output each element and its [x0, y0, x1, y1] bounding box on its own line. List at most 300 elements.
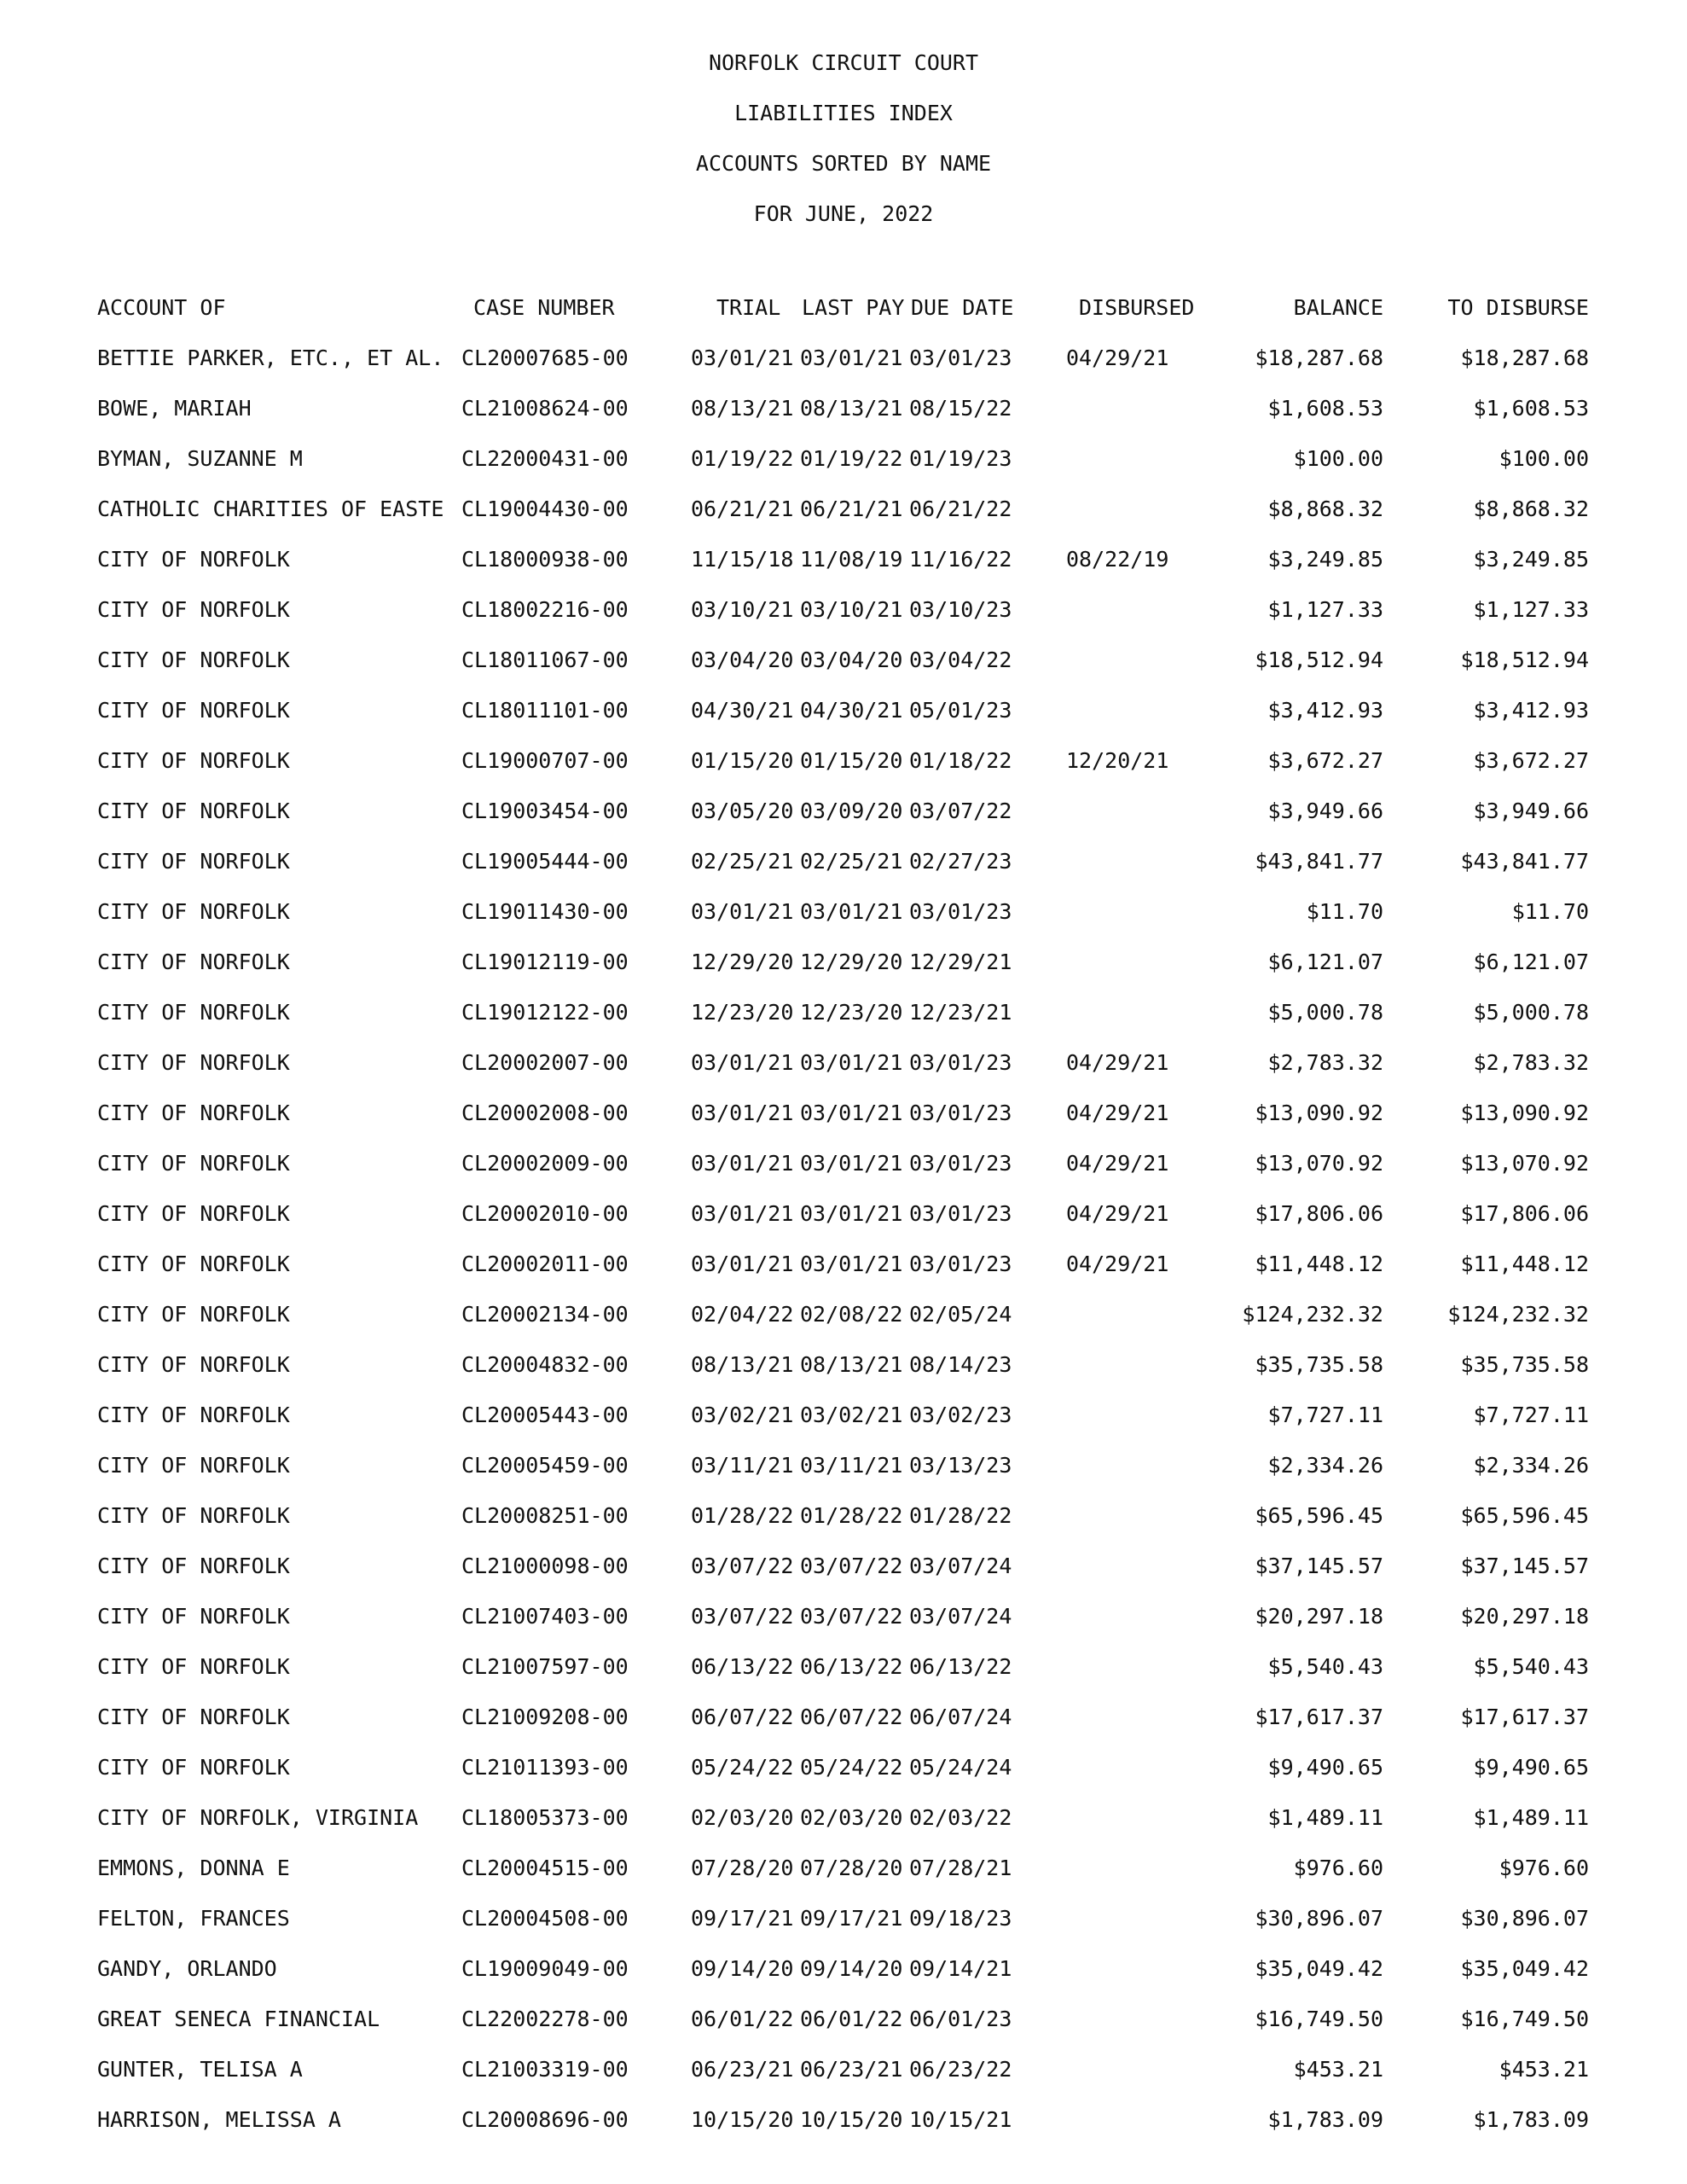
- balance-cell: $1,489.11: [1267, 1805, 1383, 1830]
- case-number-cell: CL20002007-00: [461, 1050, 629, 1075]
- balance-cell: $3,672.27: [1267, 748, 1383, 773]
- trial-date-cell: 03/01/21: [691, 1252, 794, 1276]
- last-pay-date-cell: 11/08/19: [800, 547, 903, 572]
- trial-date-cell: 03/10/21: [691, 597, 794, 622]
- case-number-cell: CL20007685-00: [461, 346, 629, 370]
- trial-date-cell: 03/01/21: [691, 1151, 794, 1176]
- last-pay-date-cell: 06/23/21: [800, 2057, 903, 2082]
- balance-cell: $35,735.58: [1255, 1352, 1383, 1377]
- table-row: [0, 1805, 1687, 1856]
- table-row: [0, 748, 1687, 799]
- account-cell: BYMAN, SUZANNE M: [97, 446, 303, 471]
- due-date-cell: 03/07/24: [909, 1604, 1012, 1629]
- due-date-cell: 10/15/21: [909, 2107, 1012, 2132]
- balance-cell: $453.21: [1293, 2057, 1383, 2082]
- to-disburse-cell: $1,127.33: [1473, 597, 1589, 622]
- trial-date-cell: 04/30/21: [691, 698, 794, 723]
- to-disburse-cell: $7,727.11: [1473, 1403, 1589, 1427]
- table-row: [0, 2007, 1687, 2057]
- disbursed-date-cell: 04/29/21: [1066, 1151, 1169, 1176]
- case-number-cell: CL20002010-00: [461, 1201, 629, 1226]
- trial-date-cell: 03/01/21: [691, 899, 794, 924]
- due-date-cell: 06/21/22: [909, 497, 1012, 521]
- balance-cell: $35,049.42: [1255, 1956, 1383, 1981]
- balance-cell: $2,783.32: [1267, 1050, 1383, 1075]
- table-row: [0, 1101, 1687, 1151]
- disbursed-date-cell: 04/29/21: [1066, 346, 1169, 370]
- last-pay-date-cell: 03/09/20: [800, 799, 903, 823]
- disbursed-date-cell: 04/29/21: [1066, 1252, 1169, 1276]
- table-row: [0, 1050, 1687, 1101]
- table-row: [0, 2057, 1687, 2107]
- balance-cell: $43,841.77: [1255, 849, 1383, 874]
- column-header-last-pay: LAST PAY: [802, 295, 905, 320]
- table-row: [0, 849, 1687, 899]
- due-date-cell: 03/01/23: [909, 1050, 1012, 1075]
- disbursed-date-cell: 04/29/21: [1066, 1050, 1169, 1075]
- account-cell: CITY OF NORFOLK: [97, 1201, 290, 1226]
- trial-date-cell: 03/01/21: [691, 346, 794, 370]
- column-header-case-number: CASE NUMBER: [473, 295, 615, 320]
- last-pay-date-cell: 08/13/21: [800, 396, 903, 421]
- account-cell: CITY OF NORFOLK: [97, 547, 290, 572]
- balance-cell: $1,608.53: [1267, 396, 1383, 421]
- due-date-cell: 01/19/23: [909, 446, 1012, 471]
- to-disburse-cell: $18,512.94: [1460, 648, 1589, 672]
- due-date-cell: 02/05/24: [909, 1302, 1012, 1327]
- table-row: [0, 1604, 1687, 1654]
- last-pay-date-cell: 03/01/21: [800, 899, 903, 924]
- balance-cell: $7,727.11: [1267, 1403, 1383, 1427]
- to-disburse-cell: $11.70: [1511, 899, 1589, 924]
- account-cell: CITY OF NORFOLK: [97, 1352, 290, 1377]
- case-number-cell: CL20004515-00: [461, 1856, 629, 1880]
- table-row: [0, 1302, 1687, 1352]
- balance-cell: $37,145.57: [1255, 1554, 1383, 1578]
- account-cell: CITY OF NORFOLK: [97, 1755, 290, 1780]
- table-row: [0, 2107, 1687, 2158]
- due-date-cell: 01/18/22: [909, 748, 1012, 773]
- table-row: [0, 1654, 1687, 1705]
- balance-cell: $20,297.18: [1255, 1604, 1383, 1629]
- column-header-account: ACCOUNT OF: [97, 295, 226, 320]
- report-title: LIABILITIES INDEX: [734, 101, 953, 125]
- case-number-cell: CL19005444-00: [461, 849, 629, 874]
- trial-date-cell: 09/14/20: [691, 1956, 794, 1981]
- balance-cell: $1,127.33: [1267, 597, 1383, 622]
- due-date-cell: 03/13/23: [909, 1453, 1012, 1478]
- table-body: [0, 346, 1687, 2158]
- account-cell: CITY OF NORFOLK: [97, 849, 290, 874]
- to-disburse-cell: $2,783.32: [1473, 1050, 1589, 1075]
- due-date-cell: 12/29/21: [909, 950, 1012, 974]
- last-pay-date-cell: 02/03/20: [800, 1805, 903, 1830]
- due-date-cell: 02/03/22: [909, 1805, 1012, 1830]
- table-row: [0, 597, 1687, 648]
- account-cell: EMMONS, DONNA E: [97, 1856, 290, 1880]
- balance-cell: $8,868.32: [1267, 497, 1383, 521]
- trial-date-cell: 03/02/21: [691, 1403, 794, 1427]
- to-disburse-cell: $18,287.68: [1460, 346, 1589, 370]
- to-disburse-cell: $37,145.57: [1460, 1554, 1589, 1578]
- account-cell: CITY OF NORFOLK: [97, 950, 290, 974]
- trial-date-cell: 02/03/20: [691, 1805, 794, 1830]
- table-row: [0, 396, 1687, 446]
- disbursed-date-cell: 08/22/19: [1066, 547, 1169, 572]
- report-period: FOR JUNE, 2022: [753, 201, 934, 226]
- due-date-cell: 08/15/22: [909, 396, 1012, 421]
- case-number-cell: CL21009208-00: [461, 1705, 629, 1729]
- to-disburse-cell: $16,749.50: [1460, 2007, 1589, 2031]
- table-row: [0, 1554, 1687, 1604]
- case-number-cell: CL20008696-00: [461, 2107, 629, 2132]
- last-pay-date-cell: 03/04/20: [800, 648, 903, 672]
- to-disburse-cell: $2,334.26: [1473, 1453, 1589, 1478]
- to-disburse-cell: $1,489.11: [1473, 1805, 1589, 1830]
- last-pay-date-cell: 01/28/22: [800, 1503, 903, 1528]
- due-date-cell: 02/27/23: [909, 849, 1012, 874]
- case-number-cell: CL19004430-00: [461, 497, 629, 521]
- due-date-cell: 06/07/24: [909, 1705, 1012, 1729]
- due-date-cell: 06/13/22: [909, 1654, 1012, 1679]
- due-date-cell: 06/23/22: [909, 2057, 1012, 2082]
- trial-date-cell: 09/17/21: [691, 1906, 794, 1931]
- due-date-cell: 03/01/23: [909, 899, 1012, 924]
- due-date-cell: 03/01/23: [909, 1201, 1012, 1226]
- to-disburse-cell: $9,490.65: [1473, 1755, 1589, 1780]
- due-date-cell: 12/23/21: [909, 1000, 1012, 1025]
- to-disburse-cell: $13,070.92: [1460, 1151, 1589, 1176]
- account-cell: CITY OF NORFOLK: [97, 1050, 290, 1075]
- balance-cell: $13,090.92: [1255, 1101, 1383, 1125]
- table-row: [0, 1906, 1687, 1956]
- trial-date-cell: 03/07/22: [691, 1554, 794, 1578]
- table-row: [0, 497, 1687, 547]
- trial-date-cell: 03/01/21: [691, 1201, 794, 1226]
- table-row: [0, 1856, 1687, 1906]
- account-cell: CATHOLIC CHARITIES OF EASTE: [97, 497, 444, 521]
- case-number-cell: CL18011101-00: [461, 698, 629, 723]
- balance-cell: $65,596.45: [1255, 1503, 1383, 1528]
- balance-cell: $5,000.78: [1267, 1000, 1383, 1025]
- last-pay-date-cell: 03/01/21: [800, 1101, 903, 1125]
- trial-date-cell: 06/01/22: [691, 2007, 794, 2031]
- table-row: [0, 648, 1687, 698]
- trial-date-cell: 08/13/21: [691, 1352, 794, 1377]
- trial-date-cell: 07/28/20: [691, 1856, 794, 1880]
- account-cell: GREAT SENECA FINANCIAL: [97, 2007, 380, 2031]
- balance-cell: $2,334.26: [1267, 1453, 1383, 1478]
- column-header-balance: BALANCE: [1293, 295, 1383, 320]
- trial-date-cell: 03/01/21: [691, 1101, 794, 1125]
- table-header-row: [0, 295, 1687, 346]
- due-date-cell: 03/07/24: [909, 1554, 1012, 1578]
- last-pay-date-cell: 08/13/21: [800, 1352, 903, 1377]
- to-disburse-cell: $3,672.27: [1473, 748, 1589, 773]
- to-disburse-cell: $3,249.85: [1473, 547, 1589, 572]
- case-number-cell: CL21003319-00: [461, 2057, 629, 2082]
- to-disburse-cell: $17,617.37: [1460, 1705, 1589, 1729]
- account-cell: BETTIE PARKER, ETC., ET AL.: [97, 346, 444, 370]
- balance-cell: $9,490.65: [1267, 1755, 1383, 1780]
- account-cell: CITY OF NORFOLK: [97, 1554, 290, 1578]
- column-header-to-disburse: TO DISBURSE: [1447, 295, 1589, 320]
- balance-cell: $5,540.43: [1267, 1654, 1383, 1679]
- to-disburse-cell: $3,412.93: [1473, 698, 1589, 723]
- last-pay-date-cell: 03/11/21: [800, 1453, 903, 1478]
- due-date-cell: 01/28/22: [909, 1503, 1012, 1528]
- to-disburse-cell: $35,049.42: [1460, 1956, 1589, 1981]
- last-pay-date-cell: 03/01/21: [800, 1201, 903, 1226]
- court-name: NORFOLK CIRCUIT COURT: [708, 50, 979, 75]
- case-number-cell: CL22000431-00: [461, 446, 629, 471]
- case-number-cell: CL21008624-00: [461, 396, 629, 421]
- due-date-cell: 03/01/23: [909, 1101, 1012, 1125]
- trial-date-cell: 03/11/21: [691, 1453, 794, 1478]
- trial-date-cell: 01/15/20: [691, 748, 794, 773]
- last-pay-date-cell: 01/15/20: [800, 748, 903, 773]
- case-number-cell: CL20002009-00: [461, 1151, 629, 1176]
- table-row: [0, 698, 1687, 748]
- to-disburse-cell: $65,596.45: [1460, 1503, 1589, 1528]
- case-number-cell: CL18005373-00: [461, 1805, 629, 1830]
- to-disburse-cell: $3,949.66: [1473, 799, 1589, 823]
- trial-date-cell: 12/29/20: [691, 950, 794, 974]
- due-date-cell: 03/01/23: [909, 1252, 1012, 1276]
- table-row: [0, 1252, 1687, 1302]
- last-pay-date-cell: 03/02/21: [800, 1403, 903, 1427]
- account-cell: CITY OF NORFOLK: [97, 1151, 290, 1176]
- table-row: [0, 547, 1687, 597]
- trial-date-cell: 08/13/21: [691, 396, 794, 421]
- last-pay-date-cell: 03/01/21: [800, 1151, 903, 1176]
- due-date-cell: 05/24/24: [909, 1755, 1012, 1780]
- disbursed-date-cell: 12/20/21: [1066, 748, 1169, 773]
- last-pay-date-cell: 09/14/20: [800, 1956, 903, 1981]
- balance-cell: $3,249.85: [1267, 547, 1383, 572]
- trial-date-cell: 03/07/22: [691, 1604, 794, 1629]
- last-pay-date-cell: 01/19/22: [800, 446, 903, 471]
- last-pay-date-cell: 12/23/20: [800, 1000, 903, 1025]
- balance-cell: $11,448.12: [1255, 1252, 1383, 1276]
- account-cell: CITY OF NORFOLK: [97, 799, 290, 823]
- balance-cell: $124,232.32: [1242, 1302, 1383, 1327]
- case-number-cell: CL19003454-00: [461, 799, 629, 823]
- trial-date-cell: 01/28/22: [691, 1503, 794, 1528]
- due-date-cell: 11/16/22: [909, 547, 1012, 572]
- balance-cell: $13,070.92: [1255, 1151, 1383, 1176]
- last-pay-date-cell: 06/13/22: [800, 1654, 903, 1679]
- balance-cell: $17,617.37: [1255, 1705, 1383, 1729]
- case-number-cell: CL18011067-00: [461, 648, 629, 672]
- due-date-cell: 08/14/23: [909, 1352, 1012, 1377]
- case-number-cell: CL20005443-00: [461, 1403, 629, 1427]
- trial-date-cell: 06/13/22: [691, 1654, 794, 1679]
- to-disburse-cell: $35,735.58: [1460, 1352, 1589, 1377]
- last-pay-date-cell: 06/01/22: [800, 2007, 903, 2031]
- case-number-cell: CL20004508-00: [461, 1906, 629, 1931]
- to-disburse-cell: $124,232.32: [1447, 1302, 1589, 1327]
- trial-date-cell: 05/24/22: [691, 1755, 794, 1780]
- last-pay-date-cell: 02/25/21: [800, 849, 903, 874]
- trial-date-cell: 03/01/21: [691, 1050, 794, 1075]
- account-cell: CITY OF NORFOLK: [97, 899, 290, 924]
- to-disburse-cell: $5,000.78: [1473, 1000, 1589, 1025]
- balance-cell: $100.00: [1293, 446, 1383, 471]
- case-number-cell: CL20005459-00: [461, 1453, 629, 1478]
- trial-date-cell: 02/04/22: [691, 1302, 794, 1327]
- case-number-cell: CL18000938-00: [461, 547, 629, 572]
- case-number-cell: CL21000098-00: [461, 1554, 629, 1578]
- table-row: [0, 950, 1687, 1000]
- trial-date-cell: 12/23/20: [691, 1000, 794, 1025]
- case-number-cell: CL19000707-00: [461, 748, 629, 773]
- case-number-cell: CL20004832-00: [461, 1352, 629, 1377]
- last-pay-date-cell: 06/07/22: [800, 1705, 903, 1729]
- case-number-cell: CL19012122-00: [461, 1000, 629, 1025]
- report-header: [0, 48, 1687, 249]
- account-cell: CITY OF NORFOLK: [97, 648, 290, 672]
- to-disburse-cell: $30,896.07: [1460, 1906, 1589, 1931]
- table-row: [0, 1201, 1687, 1252]
- trial-date-cell: 01/19/22: [691, 446, 794, 471]
- column-header-disbursed: DISBURSED: [1079, 295, 1195, 320]
- balance-cell: $30,896.07: [1255, 1906, 1383, 1931]
- due-date-cell: 06/01/23: [909, 2007, 1012, 2031]
- last-pay-date-cell: 07/28/20: [800, 1856, 903, 1880]
- account-cell: CITY OF NORFOLK: [97, 1705, 290, 1729]
- due-date-cell: 05/01/23: [909, 698, 1012, 723]
- due-date-cell: 03/02/23: [909, 1403, 1012, 1427]
- due-date-cell: 03/01/23: [909, 1151, 1012, 1176]
- account-cell: CITY OF NORFOLK: [97, 1654, 290, 1679]
- table-row: [0, 1151, 1687, 1201]
- account-cell: CITY OF NORFOLK: [97, 597, 290, 622]
- to-disburse-cell: $13,090.92: [1460, 1101, 1589, 1125]
- case-number-cell: CL21011393-00: [461, 1755, 629, 1780]
- account-cell: CITY OF NORFOLK: [97, 698, 290, 723]
- last-pay-date-cell: 06/21/21: [800, 497, 903, 521]
- balance-cell: $6,121.07: [1267, 950, 1383, 974]
- last-pay-date-cell: 09/17/21: [800, 1906, 903, 1931]
- last-pay-date-cell: 03/01/21: [800, 1252, 903, 1276]
- case-number-cell: CL19011430-00: [461, 899, 629, 924]
- case-number-cell: CL22002278-00: [461, 2007, 629, 2031]
- case-number-cell: CL18002216-00: [461, 597, 629, 622]
- account-cell: CITY OF NORFOLK: [97, 1000, 290, 1025]
- table-row: [0, 799, 1687, 849]
- to-disburse-cell: $1,608.53: [1473, 396, 1589, 421]
- trial-date-cell: 06/07/22: [691, 1705, 794, 1729]
- liabilities-table: [0, 295, 1687, 2158]
- to-disburse-cell: $8,868.32: [1473, 497, 1589, 521]
- account-cell: CITY OF NORFOLK: [97, 748, 290, 773]
- trial-date-cell: 03/04/20: [691, 648, 794, 672]
- case-number-cell: CL20002008-00: [461, 1101, 629, 1125]
- account-cell: CITY OF NORFOLK: [97, 1101, 290, 1125]
- balance-cell: $18,287.68: [1255, 346, 1383, 370]
- table-row: [0, 1956, 1687, 2007]
- due-date-cell: 03/04/22: [909, 648, 1012, 672]
- account-cell: GUNTER, TELISA A: [97, 2057, 303, 2082]
- to-disburse-cell: $100.00: [1499, 446, 1589, 471]
- to-disburse-cell: $17,806.06: [1460, 1201, 1589, 1226]
- balance-cell: $16,749.50: [1255, 2007, 1383, 2031]
- case-number-cell: CL20002134-00: [461, 1302, 629, 1327]
- last-pay-date-cell: 02/08/22: [800, 1302, 903, 1327]
- account-cell: CITY OF NORFOLK, VIRGINIA: [97, 1805, 419, 1830]
- case-number-cell: CL19009049-00: [461, 1956, 629, 1981]
- table-row: [0, 1755, 1687, 1805]
- account-cell: FELTON, FRANCES: [97, 1906, 290, 1931]
- last-pay-date-cell: 12/29/20: [800, 950, 903, 974]
- balance-cell: $3,949.66: [1267, 799, 1383, 823]
- due-date-cell: 03/10/23: [909, 597, 1012, 622]
- due-date-cell: 07/28/21: [909, 1856, 1012, 1880]
- table-row: [0, 346, 1687, 396]
- table-row: [0, 899, 1687, 950]
- account-cell: CITY OF NORFOLK: [97, 1453, 290, 1478]
- to-disburse-cell: $6,121.07: [1473, 950, 1589, 974]
- account-cell: CITY OF NORFOLK: [97, 1252, 290, 1276]
- trial-date-cell: 10/15/20: [691, 2107, 794, 2132]
- due-date-cell: 09/18/23: [909, 1906, 1012, 1931]
- disbursed-date-cell: 04/29/21: [1066, 1101, 1169, 1125]
- trial-date-cell: 06/23/21: [691, 2057, 794, 2082]
- to-disburse-cell: $453.21: [1499, 2057, 1589, 2082]
- account-cell: GANDY, ORLANDO: [97, 1956, 277, 1981]
- last-pay-date-cell: 03/10/21: [800, 597, 903, 622]
- due-date-cell: 03/07/22: [909, 799, 1012, 823]
- last-pay-date-cell: 04/30/21: [800, 698, 903, 723]
- balance-cell: $17,806.06: [1255, 1201, 1383, 1226]
- trial-date-cell: 03/05/20: [691, 799, 794, 823]
- due-date-cell: 09/14/21: [909, 1956, 1012, 1981]
- table-row: [0, 1352, 1687, 1403]
- balance-cell: $3,412.93: [1267, 698, 1383, 723]
- to-disburse-cell: $11,448.12: [1460, 1252, 1589, 1276]
- last-pay-date-cell: 05/24/22: [800, 1755, 903, 1780]
- trial-date-cell: 06/21/21: [691, 497, 794, 521]
- table-row: [0, 1705, 1687, 1755]
- balance-cell: $11.70: [1306, 899, 1383, 924]
- column-header-due-date: DUE DATE: [911, 295, 1014, 320]
- last-pay-date-cell: 03/07/22: [800, 1554, 903, 1578]
- column-header-trial: TRIAL: [716, 295, 781, 320]
- balance-cell: $1,783.09: [1267, 2107, 1383, 2132]
- balance-cell: $18,512.94: [1255, 648, 1383, 672]
- report-sort-order: ACCOUNTS SORTED BY NAME: [695, 151, 992, 176]
- trial-date-cell: 02/25/21: [691, 849, 794, 874]
- account-cell: CITY OF NORFOLK: [97, 1403, 290, 1427]
- table-row: [0, 446, 1687, 497]
- account-cell: HARRISON, MELISSA A: [97, 2107, 341, 2132]
- case-number-cell: CL19012119-00: [461, 950, 629, 974]
- last-pay-date-cell: 03/01/21: [800, 1050, 903, 1075]
- table-row: [0, 1503, 1687, 1554]
- to-disburse-cell: $5,540.43: [1473, 1654, 1589, 1679]
- last-pay-date-cell: 03/07/22: [800, 1604, 903, 1629]
- case-number-cell: CL21007597-00: [461, 1654, 629, 1679]
- due-date-cell: 03/01/23: [909, 346, 1012, 370]
- to-disburse-cell: $1,783.09: [1473, 2107, 1589, 2132]
- to-disburse-cell: $976.60: [1499, 1856, 1589, 1880]
- case-number-cell: CL21007403-00: [461, 1604, 629, 1629]
- case-number-cell: CL20002011-00: [461, 1252, 629, 1276]
- table-row: [0, 1453, 1687, 1503]
- balance-cell: $976.60: [1293, 1856, 1383, 1880]
- to-disburse-cell: $20,297.18: [1460, 1604, 1589, 1629]
